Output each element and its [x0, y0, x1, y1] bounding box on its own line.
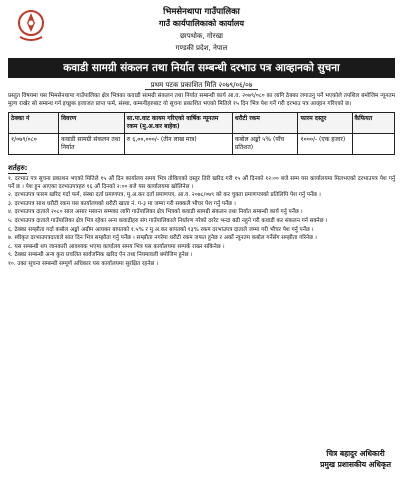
term-item: १. दरभाउ पत्र सुचना प्रकाशन भएको मितिले १५ औं दिन कार्यालय समय भित्र तोकिएको दस्तुर तिरी खरिद गरी १५ औं दिनको १२:०० बजे सम्म यस कार्यालयमा मिलभएको दरभाउपत्र पेश गर्नु पर्ने छ । पेश हुन आएका दरभाउपत्रहरु १६ औं दिनको २:०० बजे यस कार्यालयमा खोलिनेछ ।	[8, 176, 395, 190]
term-item: ६. ठेक्का सम्झौता गर्दा कबोल अङ्को अग्रीम आयकर बापतको १.५% र मु.अ.कर बापतको १३% रकम दरभाउपत्र दाताले जम्मा गरी भौचर पेश गर्नु पर्नेछ ।	[8, 226, 314, 233]
terms-heading: शर्तहरु:	[8, 164, 28, 172]
table-row	[9, 134, 395, 155]
col-remarks: कैफियत	[352, 113, 395, 134]
col-minimum-amount: सा.पा.वाट कायम गरिएको वार्षिक न्यूनतम रकम (मु.अ.कर बाहेक)	[124, 113, 232, 134]
terms-list	[8, 176, 395, 269]
cell-minimum-amount: रु ६,००,०००/- (तीन लाख मात्र)	[124, 134, 232, 155]
col-deposit: धरौटी रकम	[232, 113, 298, 134]
municipality-name: भिमसेनथापा गाउँपालिका	[163, 7, 240, 17]
cell-deposit: कबोल अङ्को ५% (पाँच प्रतिशत)	[232, 134, 298, 155]
col-form-fee: फारम दस्तुर	[298, 113, 352, 134]
table-header-row	[9, 113, 395, 134]
office-address: छापथोक, गोरखा	[180, 32, 223, 40]
signature-block	[320, 448, 391, 470]
term-item: २. दरभाउपत्र फारम खरिद गर्दा फर्म, संस्था दर्ता प्रमाणपत्र, मु.अ.कर दर्ता प्रमाणपत्र, आ.व. २०७८/०७९ को कर चुक्ता प्रमाणपत्रको प्रतिलिपि पेश गर्नु पर्नेछ ।	[8, 192, 321, 199]
publication-date: प्रथम पटक प्रकाशित मिति २०७९/०६/०७	[8, 81, 395, 90]
signatory-name: चित्र बहादुर अधिकारी	[326, 449, 385, 458]
term-item: १०. उक्त सूचना सम्बन्धी सम्पूर्ण अधिकार यस कार्यालयमा सुरक्षित रहनेछ ।	[8, 260, 159, 267]
col-contract-no: ठेक्का नं	[9, 113, 59, 134]
term-item: ७. स्वीकृत दरभाउपत्रदाताले सात दिन भित्र सम्झौता गर्नु पर्नेछ । सम्झौता नगरेमा धरौटी रकम जफत हुनेछ र अर्को न्यूनतम कबोल गर्नेसँग सम्झौता गरिनेछ ।	[8, 235, 317, 242]
term-item: ३. दरभाउपत्र साथ धरौटी रकम यस कार्यालयको धरौटी खाता नं. ग-३ मा जम्मा गरी सक्कलै भौचर पेश गर्नु पर्नेछ ।	[8, 200, 236, 207]
term-item: ५. दरभाउपत्र दाताले गाउँपालिका क्षेत्र भित्र रहेका अन्य कवाडीहरु संग गाउँपालिकाले निर्धारण गरेको दररेट भन्दा बढी नहुने गरी कवाडी कर संकलन गर्न सक्नेछ ।	[8, 217, 328, 224]
intro-paragraph: प्रस्तुत विषयमा यस भिमसेनथापा गाउँपालिका क्षेत्र भित्रका कवाडी सामग्री संकलन तथा निर्यात सम्बन्धी कार्य आ.व. २०७९/०८० का लागि ठेक्का लगाउनु पर्ने भएकोले तपशिल बमोजिम न्यूनतम मूल्य राखेर सो सम्बन्ध गर्न इच्छुक इजाजत प्राप्त फर्म, संस्था, कम्पनीहरुबाट यो सूचना प्रकाशित भएको मितिले १५ दिन भित्र पेश गर्ने गरी दरभाउ पत्र आव्हान गरिएको छ।	[8, 93, 395, 107]
cell-form-fee: १०००/- (एक हजार)	[298, 134, 352, 155]
contract-table	[8, 112, 395, 155]
province-name: गण्डकी प्रदेश, नेपाल	[175, 44, 228, 52]
term-item: ४. दरभाउपत्र दाताले २०८० साल असार मसान्त सम्मका लागि गाउँपालिका क्षेत्र भित्रको कवाडी सामग्री संकलन तथा निर्यात सम्बन्धी कार्य गर्नु पर्नेछ ।	[8, 209, 303, 216]
cell-description: कवाडी सामग्री संकलन तथा निर्यात	[59, 134, 125, 155]
term-item: ९. ठेक्का सम्बन्धी अन्य कुरा प्रचलित सार्वजनिक खरिद ऐन तथा नियमावली बमोजिम हुनेछ ।	[8, 252, 193, 259]
notice-title: कवाडी सामग्री संकलन तथा निर्यात सम्बन्धी दरभाउ पत्र आव्हानको सुचना	[8, 58, 395, 78]
term-item: ८. यस सम्बन्धी थप जानकारी आवश्यक भएमा कार्यालय समय भित्र यस कार्यालयमा सम्पर्क राख्न सकिनेछ ।	[8, 243, 225, 250]
cell-contract-no: १/०७९/०८०	[9, 134, 59, 155]
office-header	[8, 6, 395, 54]
office-name: गाउँ कार्यपालिकाको कार्यालय	[159, 19, 244, 28]
cell-remarks	[352, 134, 395, 155]
col-description: विवरण	[59, 113, 125, 134]
signatory-designation: प्रमुख प्रशासकीय अधिकृत	[320, 460, 391, 469]
nepal-government-emblem-icon	[16, 6, 46, 44]
